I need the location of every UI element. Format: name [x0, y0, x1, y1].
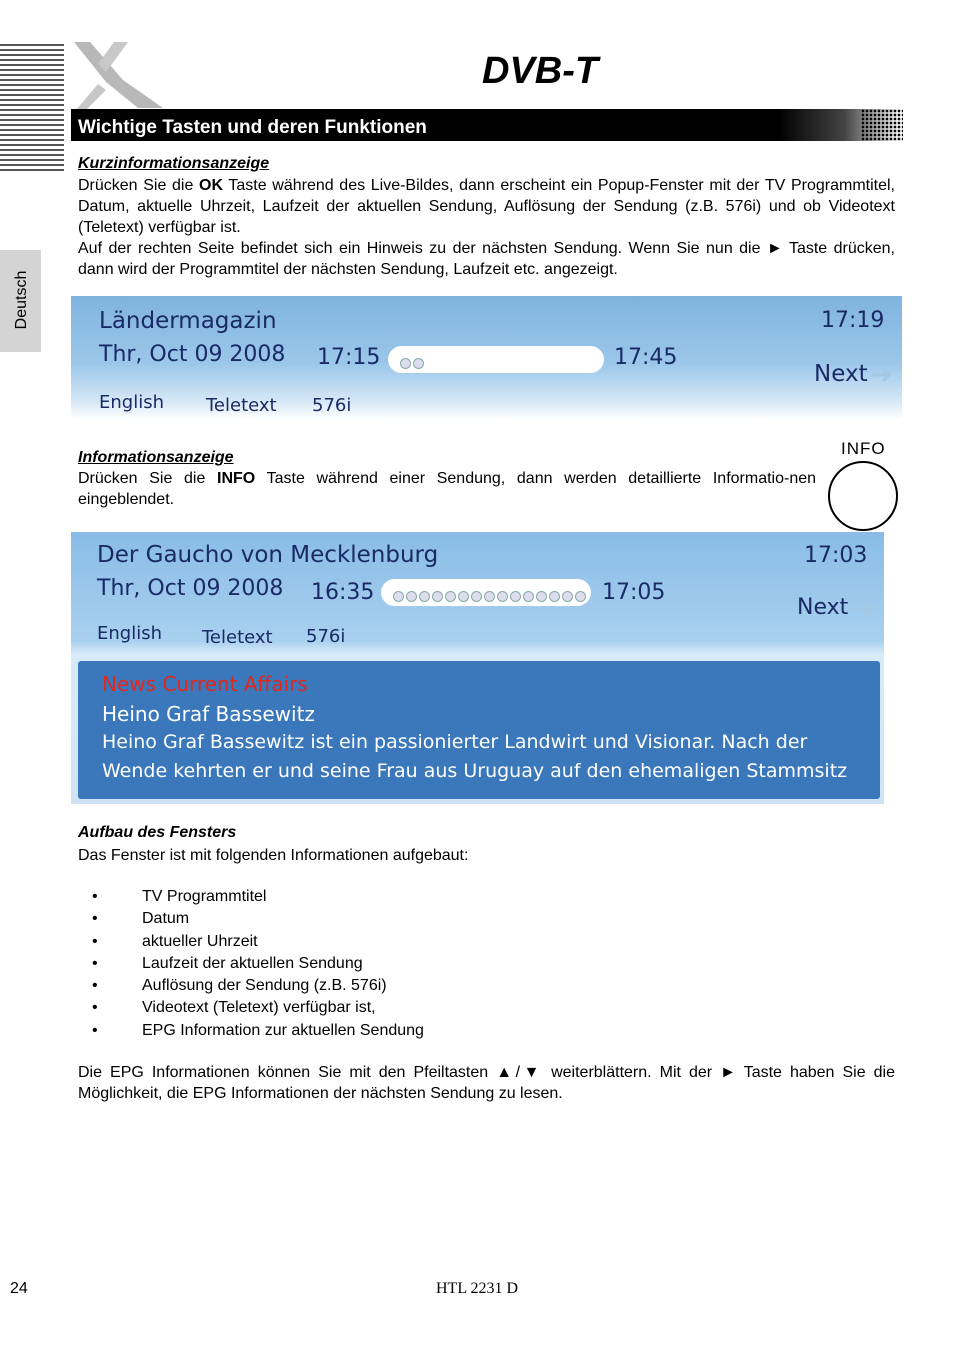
feature-list: [78, 888, 678, 1044]
list-item-text: Laufzeit der aktuellen Sendung: [142, 954, 363, 972]
bullet: •: [92, 999, 98, 1017]
progress-bar: [388, 346, 604, 373]
progress-dot: [575, 591, 586, 602]
info-button-label: INFO: [841, 439, 886, 458]
kurz-paragraph-2: Auf der rechten Seite befindet sich ein Hinweis zu der nächsten Sendung. Wenn Sie nun die ► Taste drücken, dann wird der Programmtitel der nächsten Sendung, Laufzeit etc. angezeigt.: [78, 240, 895, 278]
bullet: •: [92, 888, 98, 905]
next-label: Next: [797, 595, 849, 620]
progress-dot: [400, 358, 411, 369]
list-item-text: TV Programmtitel: [142, 888, 267, 905]
aufbau-intro: Das Fenster ist mit folgenden Informationen aufgebaut:: [78, 847, 469, 864]
start-time: 16:35: [311, 580, 375, 605]
info-button-icon: [828, 461, 898, 531]
bullet: •: [92, 910, 98, 928]
kurz-paragraph-1: Drücken Sie die OK Taste während des Live-Bildes, dann erscheint ein Popup-Fenster mit der TV Programmtitel, Datum, aktuelle Uhrzeit, Laufzeit der aktuellen Sendung, Auflösung der Sendung (z.B. 576i) und ob Videotext (Teletext) verfügbar ist.: [78, 177, 895, 236]
info-heading: Informationsanzeige: [78, 449, 234, 466]
progress-dot: [406, 591, 417, 602]
epg-description-line-2: Wende kehrten er und seine Frau aus Uruguay auf den ehemaligen Stammsitz: [102, 760, 848, 782]
dot-pattern: [861, 109, 903, 141]
progress-dot: [471, 591, 482, 602]
kurz-heading: Kurzinformationsanzeige: [78, 155, 270, 172]
progress-dot: [484, 591, 495, 602]
progress-dot: [445, 591, 456, 602]
progress-bar: [381, 579, 591, 606]
epg-genre: News Current Affairs: [102, 672, 308, 696]
language-tab-label: Deutsch: [13, 270, 30, 330]
start-time: 17:15: [317, 345, 381, 370]
aufbau-outro: Die EPG Informationen können Sie mit den Pfeiltasten ▲/▼ weiterblättern. Mit der ► Taste haben Sie die Möglichkeit, die EPG Informationen der nächsten Sendung zu lesen.: [78, 1064, 895, 1102]
page-title: DVB-T: [482, 50, 599, 92]
list-item: [78, 955, 678, 977]
end-time: 17:45: [614, 345, 678, 370]
progress-dot: [562, 591, 573, 602]
epg-description-line-1: Heino Graf Bassewitz ist ein passionierter Landwirt und Visionar. Nach der: [102, 731, 808, 753]
next-label: Next: [814, 361, 868, 387]
progress-dot: [510, 591, 521, 602]
progress-dot: [413, 358, 424, 369]
teletext-indicator: Teletext: [202, 627, 273, 648]
audio-language: English: [97, 623, 162, 644]
page-number: 24: [10, 1280, 28, 1297]
program-date: Thr, Oct 09 2008: [99, 342, 286, 367]
progress-dot: [549, 591, 560, 602]
list-item-text: Datum: [142, 910, 190, 928]
progress-dot: [432, 591, 443, 602]
list-item: [78, 999, 678, 1021]
list-item-text: aktueller Uhrzeit: [142, 932, 258, 950]
next-arrow-icon: ➜: [852, 594, 873, 623]
aufbau-heading: Aufbau des Fensters: [78, 824, 237, 841]
current-clock: 17:19: [821, 308, 885, 333]
epg-info-panel: [78, 661, 880, 799]
ok-key: OK: [199, 177, 224, 194]
end-time: 17:05: [602, 580, 666, 605]
brand-logo-x: [68, 40, 168, 110]
list-item: [78, 1022, 678, 1044]
resolution: 576i: [306, 626, 346, 647]
teletext-indicator: Teletext: [206, 395, 277, 416]
audio-language: English: [99, 392, 164, 413]
bullet: •: [92, 1021, 98, 1039]
progress-dot: [497, 591, 508, 602]
list-item: [78, 910, 678, 932]
program-title: Der Gaucho von Mecklenburg: [97, 542, 439, 568]
info-paragraph: Drücken Sie die INFO Taste während einer Sendung, dann werden detaillierte Informatio-nen eingeblendet.: [78, 470, 817, 508]
info-key: INFO: [217, 470, 256, 487]
model-name: HTL 2231 D: [436, 1280, 519, 1297]
bullet: •: [92, 932, 98, 950]
current-clock: 17:03: [804, 543, 868, 568]
section-header-bar: [71, 109, 903, 141]
list-item: [78, 977, 678, 999]
progress-dot: [523, 591, 534, 602]
resolution: 576i: [312, 395, 352, 416]
epg-title: Heino Graf Bassewitz: [102, 702, 315, 726]
bullet: •: [92, 954, 98, 972]
progress-dot: [419, 591, 430, 602]
progress-dot: [458, 591, 469, 602]
language-tab: [0, 250, 41, 352]
section-title: Wichtige Tasten und deren Funktionen: [78, 117, 427, 138]
short-info-screenshot: [71, 296, 902, 420]
next-arrow-icon: ➜: [871, 360, 893, 390]
list-item: [78, 933, 678, 955]
progress-dot: [536, 591, 547, 602]
program-title: Ländermagazin: [99, 308, 277, 334]
program-date: Thr, Oct 09 2008: [97, 576, 284, 601]
list-item: [78, 888, 678, 910]
list-item-text: Videotext (Teletext) verfügbar ist,: [142, 999, 376, 1017]
bullet: •: [92, 977, 98, 995]
progress-dot: [393, 591, 404, 602]
list-item-text: Auflösung der Sendung (z.B. 576i): [142, 977, 387, 995]
list-item-text: EPG Information zur aktuellen Sendung: [142, 1021, 424, 1039]
decorative-stripes: [0, 44, 64, 172]
